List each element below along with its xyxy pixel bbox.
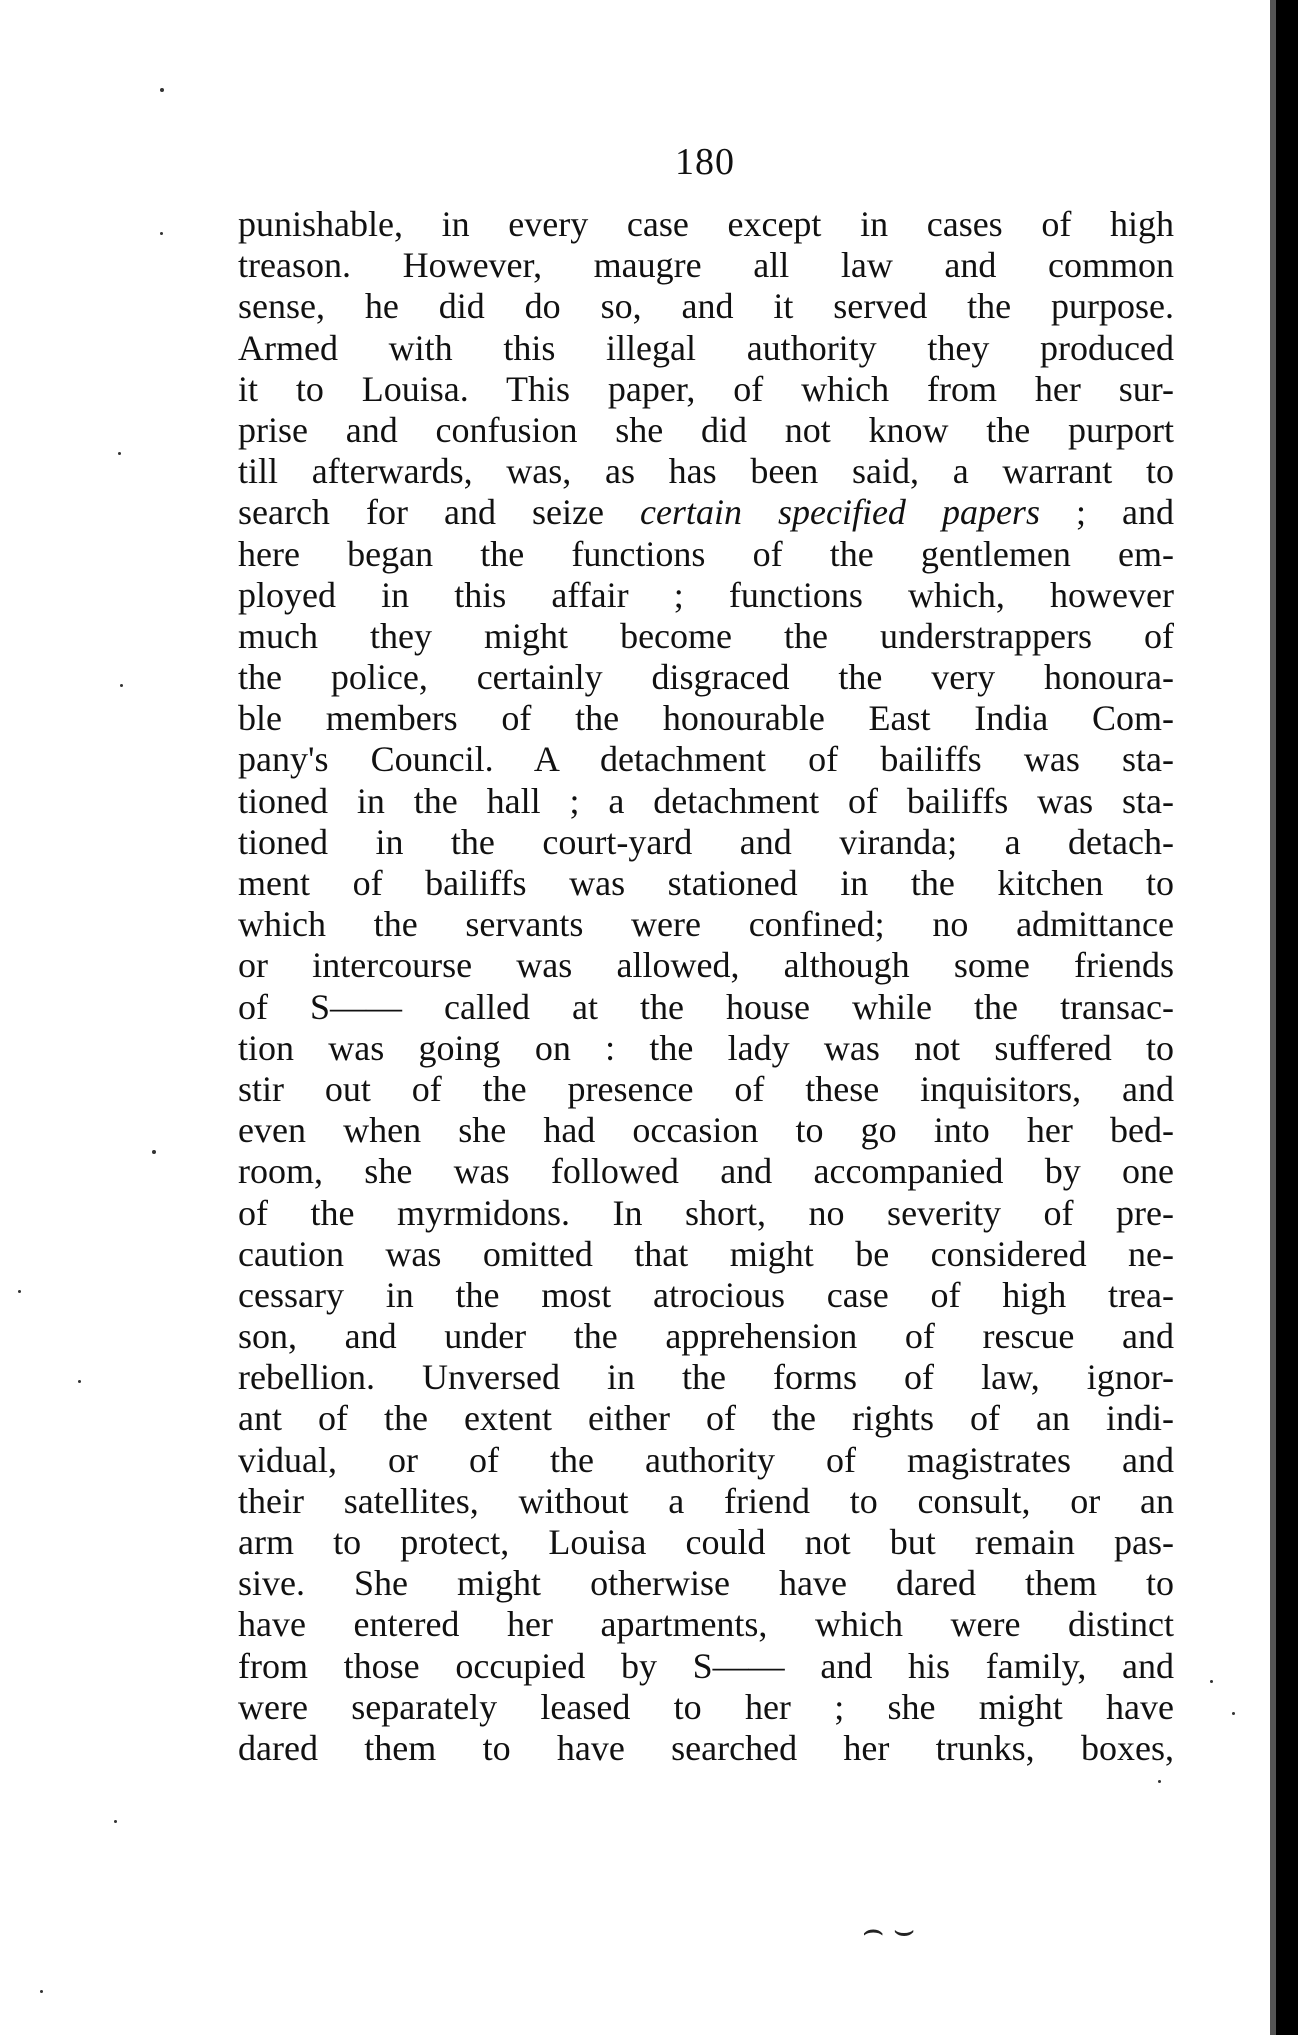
scan-speck bbox=[152, 1150, 156, 1154]
text-line: here began the functions of the gentlemen em- bbox=[238, 533, 1174, 574]
text-line: their satellites, without a friend to consult, or an bbox=[238, 1480, 1174, 1521]
text-line: punishable, in every case except in cases of high bbox=[238, 204, 1174, 244]
scan-speck bbox=[120, 684, 123, 687]
catchword-mark: ⌢ ⌣ bbox=[862, 1912, 916, 1949]
scan-speck bbox=[118, 452, 121, 455]
text-line: it to Louisa. This paper, of which from her sur- bbox=[238, 368, 1174, 409]
italic-phrase: certain specified papers bbox=[639, 492, 1040, 533]
scan-speck bbox=[1210, 1680, 1213, 1683]
text-line: were separately leased to her ; she might have bbox=[238, 1686, 1174, 1727]
text-line: tion was going on : the lady was not suffered to bbox=[238, 1027, 1174, 1068]
body-text bbox=[238, 204, 1174, 1769]
text-line: son, and under the apprehension of rescue and bbox=[238, 1316, 1174, 1357]
text-line: tioned in the hall ; a detachment of bailiffs was sta- bbox=[238, 780, 1174, 821]
text-line: caution was omitted that might be considered ne- bbox=[238, 1233, 1174, 1274]
text-line: treason. However, maugre all law and common bbox=[238, 245, 1174, 286]
text-line: which the servants were confined; no admittance bbox=[238, 904, 1174, 945]
text-line: pany's Council. A detachment of bailiffs was sta- bbox=[238, 739, 1174, 780]
text-line-with-italic: search for and seize certain specified papers ; and bbox=[238, 492, 1174, 533]
text-line: sense, he did do so, and it served the purpose. bbox=[238, 286, 1174, 327]
scan-speck bbox=[78, 1380, 81, 1383]
page-edge bbox=[1276, 0, 1298, 2035]
text-line: the police, certainly disgraced the very honoura- bbox=[238, 657, 1174, 698]
text-line: rebellion. Unversed in the forms of law, ignor- bbox=[238, 1357, 1174, 1398]
text-line: much they might become the understrappers of bbox=[238, 615, 1174, 656]
text-line: from those occupied by S—— and his family, and bbox=[238, 1645, 1174, 1686]
text-line: have entered her apartments, which were distinct bbox=[238, 1604, 1174, 1645]
text-line: sive. She might otherwise have dared them to bbox=[238, 1563, 1174, 1604]
scan-speck bbox=[114, 1820, 117, 1823]
text-line: Armed with this illegal authority they produced bbox=[238, 327, 1174, 368]
text-line: vidual, or of the authority of magistrates and bbox=[238, 1439, 1174, 1480]
text-line: prise and confusion she did not know the purport bbox=[238, 409, 1174, 450]
text-line: ployed in this affair ; functions which, however bbox=[238, 574, 1174, 615]
scan-speck bbox=[1232, 1712, 1235, 1715]
page-number: 180 bbox=[675, 141, 735, 183]
text-line: ant of the extent either of the rights of an indi- bbox=[238, 1398, 1174, 1439]
scan-speck bbox=[1158, 1780, 1161, 1783]
text-line: of the myrmidons. In short, no severity of pre- bbox=[238, 1192, 1174, 1233]
scan-speck bbox=[18, 1290, 21, 1293]
text-line: cessary in the most atrocious case of high trea- bbox=[238, 1274, 1174, 1315]
scan-speck bbox=[40, 1990, 43, 1993]
text-line: ment of bailiffs was stationed in the kitchen to bbox=[238, 863, 1174, 903]
text-line: room, she was followed and accompanied by one bbox=[238, 1151, 1174, 1192]
text-line: till afterwards, was, as has been said, a warrant to bbox=[238, 451, 1174, 492]
text-line: arm to protect, Louisa could not but remain pas- bbox=[238, 1522, 1174, 1562]
text-line: tioned in the court-yard and viranda; a detach- bbox=[238, 821, 1174, 862]
text-line: ble members of the honourable East India Com- bbox=[238, 698, 1174, 739]
text-line: of S—— called at the house while the transac- bbox=[238, 986, 1174, 1027]
scan-speck bbox=[160, 232, 163, 235]
scan-speck bbox=[160, 88, 164, 92]
text-line: dared them to have searched her trunks, boxes, bbox=[238, 1727, 1174, 1768]
text-line: or intercourse was allowed, although some friends bbox=[238, 945, 1174, 986]
text-line: stir out of the presence of these inquisitors, and bbox=[238, 1068, 1174, 1109]
text-line: even when she had occasion to go into her bed- bbox=[238, 1110, 1174, 1151]
